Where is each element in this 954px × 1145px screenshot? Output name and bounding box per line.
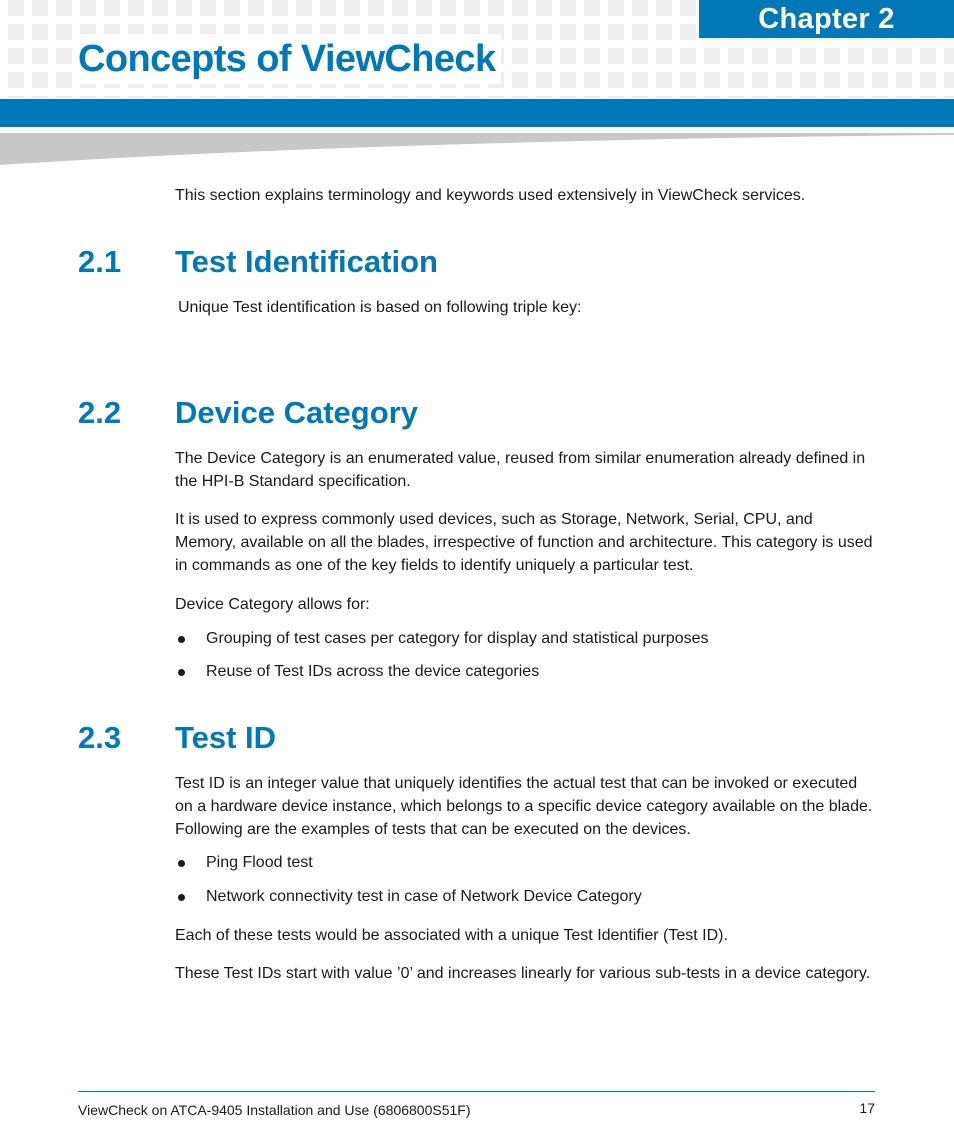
bullet-icon [178, 894, 185, 901]
section-title: Test ID [175, 720, 277, 755]
section-title: Test Identification [175, 244, 438, 279]
list-item [175, 660, 875, 683]
section-heading-2-2 [78, 393, 418, 433]
paragraph: Device Category allows for: [175, 596, 370, 613]
section-number: 2.3 [78, 720, 122, 755]
footer-rule [78, 1091, 875, 1092]
list-item [175, 885, 875, 908]
list-item-text: Ping Flood test [206, 854, 313, 871]
bullet-icon [178, 860, 185, 867]
section-number: 2.2 [78, 395, 122, 430]
list-item-text: Network connectivity test in case of Network Device Category [206, 888, 642, 905]
list-item-text: Reuse of Test IDs across the device categories [206, 663, 540, 680]
page-title: Concepts of ViewCheck [78, 34, 501, 84]
paragraph: Each of these tests would be associated with a unique Test Identifier (Test ID). [175, 927, 728, 944]
paragraph: Test ID is an integer value that uniquely identifies the actual test that can be invoked or executed on a hardware device instance, which belongs to a specific device category available on the blade. Following are the examples of tests that can be executed on the devices. [175, 775, 873, 838]
paragraph: Unique Test identification is based on following triple key: [178, 299, 582, 316]
chapter-label: Chapter 2 [699, 0, 954, 38]
header-blue-bar [0, 99, 954, 127]
intro-text: This section explains terminology and keywords used extensively in ViewCheck services. [175, 187, 806, 204]
section-number: 2.1 [78, 244, 122, 279]
footer-document-title: ViewCheck on ATCA-9405 Installation and Use (6806800S51F) [78, 1102, 471, 1118]
bullet-icon [178, 669, 185, 676]
section-heading-2-1 [78, 242, 438, 282]
list-item [175, 851, 875, 874]
paragraph: These Test IDs start with value ’0’ and increases linearly for various sub-tests in a device category. [175, 965, 871, 982]
header-swoosh [0, 127, 954, 165]
paragraph: It is used to express commonly used devices, such as Storage, Network, Serial, CPU, and Memory, available on all the blades, irrespective of function and architecture. This category is used in commands as one of the key fields to identify uniquely a particular test. [175, 511, 873, 574]
bullet-icon [178, 636, 185, 643]
list-item [175, 627, 875, 650]
section-heading-2-3 [78, 718, 276, 758]
section-title: Device Category [175, 395, 418, 430]
paragraph: The Device Category is an enumerated value, reused from similar enumeration already defined in the HPI-B Standard specification. [175, 450, 866, 490]
list-item-text: Grouping of test cases per category for display and statistical purposes [206, 630, 709, 647]
page-number: 17 [859, 1100, 875, 1116]
